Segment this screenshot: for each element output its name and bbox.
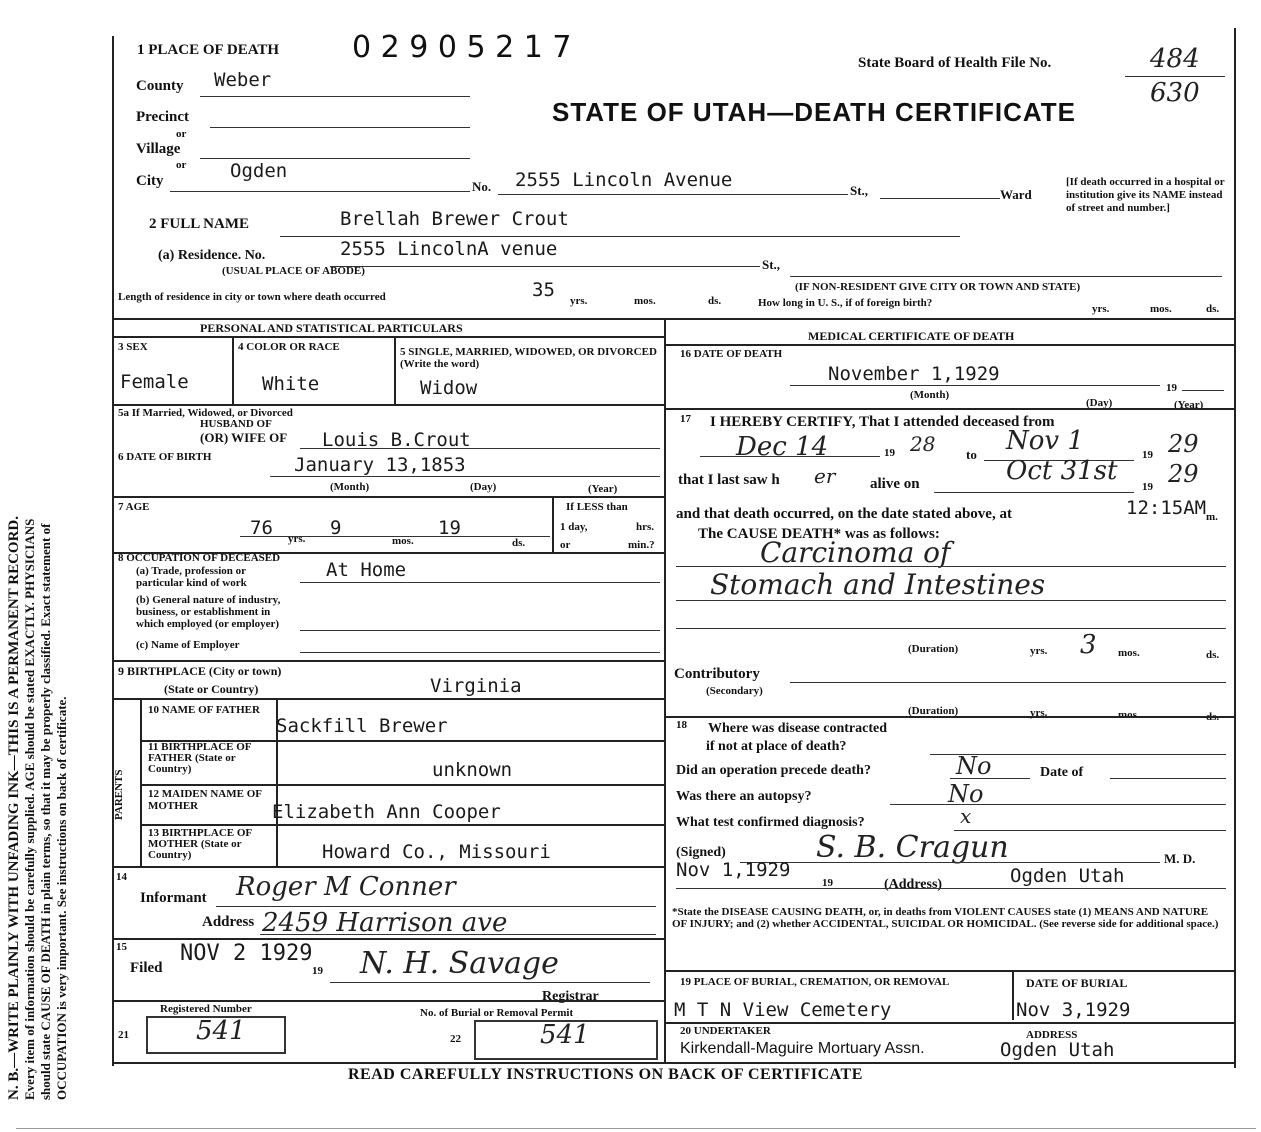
signed-19: 19 — [822, 877, 833, 889]
date-of-death-label: 16 DATE OF DEATH — [680, 348, 783, 360]
filed-label: Filed — [130, 960, 163, 976]
dob-month: (Month) — [330, 481, 370, 493]
min-label: min.? — [628, 539, 655, 551]
sidebar-line-4: OCCUPATION is very important. See instructions on back of certificate. — [54, 696, 69, 1100]
father-label: 10 NAME OF FATHER — [148, 704, 260, 716]
age-days: 19 — [438, 517, 461, 539]
burial-date: Nov 3,1929 — [1016, 999, 1131, 1021]
burial-place: M T N View Cemetery — [674, 999, 892, 1021]
date-of-label: Date of — [1040, 765, 1084, 780]
operation-value: No — [956, 752, 992, 780]
age-mos-label: mos. — [392, 535, 414, 547]
street-value: 2555 Lincoln Avenue — [515, 169, 733, 191]
test-label: What test confirmed diagnosis? — [676, 815, 865, 830]
occupation-b3-label: which employed (or employer) — [136, 618, 280, 630]
autopsy-label: Was there an autopsy? — [676, 789, 812, 804]
hospital-note: [If death occurred in a hospital or institution give its NAME instead of street and number.] — [1066, 176, 1225, 214]
how-long-label: How long in U. S., if of foreign birth? — [758, 297, 933, 309]
duration-yrs: yrs. — [1030, 645, 1048, 657]
secondary-label: (Secondary) — [706, 685, 763, 697]
duration-mos: mos. — [1118, 647, 1140, 659]
marital-value: Widow — [420, 377, 478, 399]
md-label: M. D. — [1164, 851, 1196, 866]
left-border — [112, 36, 114, 1066]
registered-number: 541 — [196, 1016, 246, 1046]
registrar-label: Registrar — [542, 989, 599, 1004]
place-of-death-label: 1 PLACE OF DEATH — [137, 42, 280, 58]
dob-day: (Day) — [470, 481, 497, 493]
alive-on-label: alive on — [870, 476, 920, 492]
city-label: City — [136, 173, 164, 189]
duration-months: 3 — [1080, 630, 1097, 660]
city-value: Ogden — [230, 160, 288, 182]
informant-number: 14 — [116, 871, 127, 883]
occupation-a2-label: particular kind of work — [136, 577, 247, 589]
to-label: to — [966, 447, 977, 462]
certify-number: 17 — [680, 413, 691, 425]
contributory-ds: ds. — [1206, 711, 1220, 723]
last-saw-19: 19 — [1142, 481, 1153, 493]
last-saw-label: that I last saw h — [678, 472, 780, 488]
attended-from-year: 28 — [910, 432, 936, 456]
contracted-label: Where was disease contracted — [708, 721, 887, 736]
attended-to: Nov 1 — [1006, 426, 1084, 456]
st-label: St., — [850, 183, 869, 198]
spouse-label-2: HUSBAND OF — [200, 418, 272, 430]
informant-address: 2459 Harrison ave — [262, 908, 508, 938]
attended-to-year: 29 — [1168, 430, 1199, 458]
parents-label: PARENTS — [113, 769, 125, 820]
full-name-label: 2 FULL NAME — [149, 216, 250, 232]
informant-address-label: Address — [202, 914, 255, 930]
county-label: County — [136, 78, 184, 94]
physician-address: Ogden Utah — [1010, 865, 1125, 887]
contributory-yrs: yrs. — [1030, 707, 1048, 719]
time-m: m. — [1206, 511, 1218, 523]
sidebar-line-1: N. B.—WRITE PLAINLY WITH UNFADING INK—THIS IS A PERMANENT RECORD. — [6, 516, 22, 1100]
filed-value: NOV 2 1929 — [180, 941, 313, 966]
dob-label: 6 DATE OF BIRTH — [118, 451, 212, 463]
occupation-b2-label: business, or establishment in — [136, 606, 271, 618]
death-year: (Year) — [1174, 399, 1204, 411]
last-saw-year: 29 — [1168, 460, 1199, 488]
cause-label: The CAUSE DEATH* was as follows: — [698, 526, 940, 542]
personal-section-title: PERSONAL AND STATISTICAL PARTICULARS — [200, 321, 463, 335]
marital-label: 5 SINGLE, MARRIED, WIDOWED, OR DIVORCED (Write the word) — [400, 346, 657, 370]
age-label: 7 AGE — [118, 501, 150, 513]
color-value: White — [262, 373, 320, 395]
undertaker-address-label: ADDRESS — [1026, 1029, 1078, 1041]
mother-value: Elizabeth Ann Cooper — [272, 801, 501, 823]
date-19: 19 — [1166, 382, 1177, 394]
father-birthplace-label: 11 BIRTHPLACE OF FATHER (State or Country) — [148, 741, 252, 775]
dob-value: January 13,1853 — [294, 454, 466, 476]
date-of-death: November 1,1929 — [828, 363, 1000, 385]
birthplace-label: 9 BIRTHPLACE (City or town) — [118, 664, 282, 678]
residence-value: 2555 LincolnA venue — [340, 238, 558, 260]
page-title: STATE OF UTAH—DEATH CERTIFICATE — [552, 97, 1076, 127]
mother-birthplace-value: Howard Co., Missouri — [322, 841, 551, 863]
cert-number: 0 2 9 0 5 2 1 7 — [352, 30, 572, 65]
residence-label: (a) Residence. No. — [158, 248, 266, 263]
village-label: Village — [136, 141, 181, 157]
county-value: Weber — [214, 69, 272, 91]
file-no: 484 — [1150, 44, 1200, 74]
employer-label: (c) Name of Employer — [136, 639, 240, 651]
signed-date: Nov 1,1929 — [676, 859, 791, 881]
mother-birthplace-label: 13 BIRTHPLACE OF MOTHER (State or Country) — [148, 827, 252, 861]
medical-note: *State the DISEASE CAUSING DEATH, or, in deaths from VIOLENT CAUSES state (1) MEANS AND NATURE OF INJURY; and (2) whether ACCIDENTAL, SUICIDAL OR HOMICIDAL. (See reverse side for additional space.) — [672, 906, 1219, 930]
certify-text: I HEREBY CERTIFY, That I attended deceased from — [710, 414, 1055, 430]
informant-signature: Roger M Conner — [236, 872, 456, 902]
num-22: 22 — [450, 1033, 461, 1045]
age-months: 9 — [330, 517, 342, 539]
occupation-b1-label: (b) General nature of industry, — [136, 594, 281, 606]
duration-label: (Duration) — [908, 643, 959, 655]
file-no-2: 630 — [1150, 78, 1200, 108]
contracted-label-2: if not at place of death? — [706, 739, 847, 754]
physician-signature: S. B. Cragun — [816, 830, 1009, 865]
no-label: No. — [472, 179, 492, 194]
length-mos: mos. — [634, 295, 656, 307]
registrar-signature: N. H. Savage — [360, 946, 559, 981]
filed-19: 19 — [312, 965, 323, 977]
or-1: or — [176, 128, 187, 140]
mother-label: 12 MAIDEN NAME OF MOTHER — [148, 788, 262, 812]
operation-label: Did an operation precede death? — [676, 763, 871, 778]
attended-from: Dec 14 — [736, 432, 829, 462]
physician-address-label: (Address) — [884, 877, 943, 892]
birthplace-state-label: (State or Country) — [164, 682, 259, 696]
middle-divider — [664, 318, 666, 1062]
ward-label: Ward — [1000, 187, 1032, 202]
cause-line-2: Stomach and Intestines — [710, 568, 1046, 601]
less-than-label: If LESS than — [566, 501, 628, 513]
medical-section-title: MEDICAL CERTIFICATE OF DEATH — [808, 329, 1015, 343]
sidebar-instructions — [6, 50, 70, 1100]
spouse-value: Louis B.Crout — [322, 429, 471, 451]
or-2: or — [176, 159, 187, 171]
burial-date-label: DATE OF BURIAL — [1026, 976, 1128, 990]
father-birthplace-value: unknown — [432, 759, 513, 781]
undertaker-address: Ogden Utah — [1000, 1039, 1115, 1061]
death-time: 12:15AM — [1126, 497, 1207, 519]
burial-place-label: 19 PLACE OF BURIAL, CREMATION, OR REMOVAL — [680, 976, 950, 988]
how-long-ds: ds. — [1206, 303, 1220, 315]
right-border — [1234, 28, 1236, 1068]
last-saw-her: er — [814, 464, 836, 488]
age-yrs-label: yrs. — [288, 533, 306, 545]
sidebar-line-3: should state CAUSE OF DEATH in plain terms, so that it may be properly classified. Exact statement of — [38, 523, 53, 1100]
one-day-label: 1 day, — [560, 521, 588, 533]
cause-line-1: Carcinoma of — [760, 536, 951, 569]
or-min-label: or — [560, 539, 571, 551]
num-21: 21 — [118, 1029, 129, 1041]
filed-number: 15 — [116, 941, 127, 953]
spouse-label-3: (OR) WIFE OF — [200, 430, 288, 445]
how-long-mos: mos. — [1150, 303, 1172, 315]
signed-label: (Signed) — [676, 845, 726, 860]
dob-year: (Year) — [588, 483, 618, 495]
last-saw-date: Oct 31st — [1006, 456, 1118, 486]
length-years: 35 — [532, 279, 555, 301]
hrs-label: hrs. — [636, 521, 655, 533]
death-month: (Month) — [910, 389, 950, 401]
from-19: 19 — [884, 447, 895, 459]
length-yrs: yrs. — [570, 295, 588, 307]
length-label: Length of residence in city or town where death occurred — [118, 291, 386, 303]
how-long-yrs: yrs. — [1092, 303, 1110, 315]
undertaker-value: Kirkendall-Maguire Mortuary Assn. — [680, 1040, 925, 1057]
full-name-value: Brellah Brewer Crout — [340, 208, 569, 230]
length-ds: ds. — [708, 295, 722, 307]
sex-value: Female — [120, 371, 189, 393]
sex-label: 3 SEX — [118, 341, 148, 353]
burial-number: 541 — [540, 1020, 590, 1050]
file-no-label: State Board of Health File No. — [858, 55, 1052, 71]
age-years: 76 — [250, 517, 273, 539]
duration-ds: ds. — [1206, 649, 1220, 661]
occupation-label: 8 OCCUPATION OF DECEASED — [118, 552, 281, 564]
age-ds-label: ds. — [512, 537, 526, 549]
undertaker-label: 20 UNDERTAKER — [680, 1025, 771, 1037]
bottom-border — [112, 1062, 1236, 1064]
residence-st-label: St., — [762, 257, 781, 272]
birthplace-value: Virginia — [430, 675, 522, 697]
death-day: (Day) — [1086, 397, 1113, 409]
contributory-mos: mos. — [1118, 709, 1140, 721]
autopsy-value: No — [948, 780, 984, 808]
sidebar-line-2: Every item of information should be carefully supplied. AGE should be stated EXACTLY. PHYSICIANS — [22, 518, 37, 1100]
nonresident-note: (IF NON-RESIDENT GIVE CITY OR TOWN AND STATE) — [795, 281, 1081, 293]
section-divider — [112, 318, 1236, 320]
father-value: Sackfill Brewer — [276, 715, 448, 737]
burial-permit-label: No. of Burial or Removal Permit — [420, 1007, 574, 1019]
registered-number-label: Registered Number — [160, 1003, 252, 1015]
to-19: 19 — [1142, 449, 1153, 461]
contributory-label: Contributory — [674, 666, 760, 682]
informant-label: Informant — [140, 890, 207, 906]
precinct-label: Precinct — [136, 109, 190, 125]
test-value: x — [960, 804, 972, 828]
occupation-a-label: (a) Trade, profession or — [136, 565, 246, 577]
usual-place-label: (USUAL PLACE OF ABODE) — [222, 265, 365, 277]
spouse-label-1: 5a If Married, Widowed, or Divorced — [118, 407, 293, 419]
q18-number: 18 — [676, 719, 687, 731]
color-label: 4 COLOR OR RACE — [238, 341, 340, 353]
occurred-label: and that death occurred, on the date stated above, at — [676, 506, 1012, 522]
contributory-duration-label: (Duration) — [908, 705, 959, 717]
occupation-value: At Home — [326, 559, 407, 581]
footer-instructions: READ CAREFULLY INSTRUCTIONS ON BACK OF CERTIFICATE — [348, 1066, 863, 1083]
